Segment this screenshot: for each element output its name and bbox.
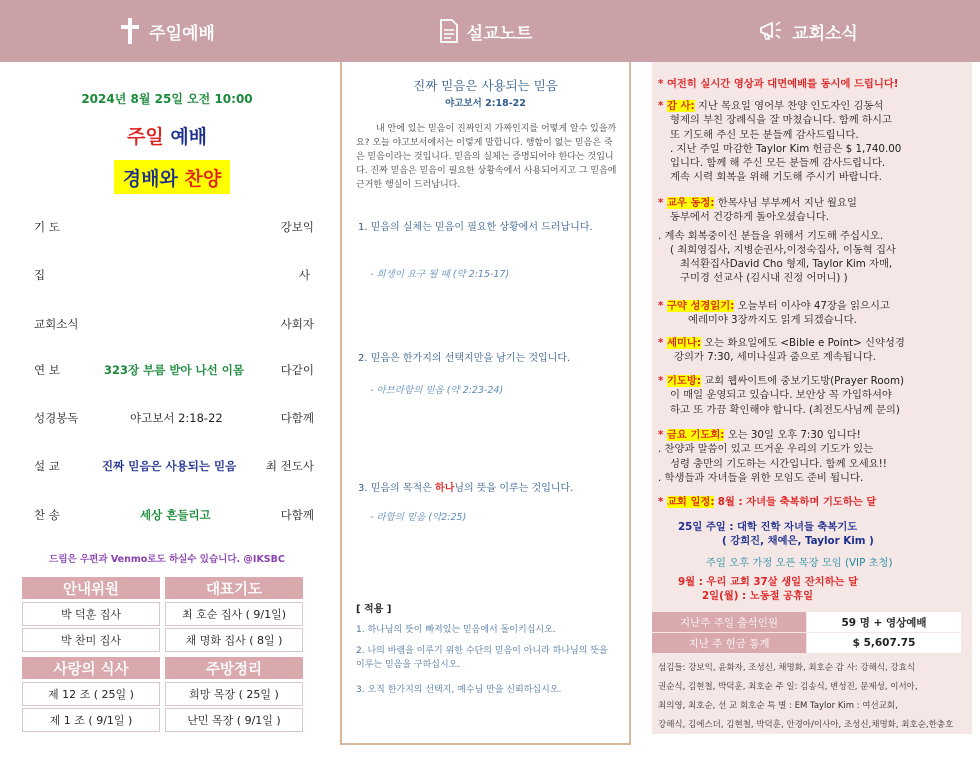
news-line: 예레미야 3장까지도 읽게 되겠습니다. bbox=[688, 314, 857, 327]
order-person: 사회자 bbox=[280, 317, 314, 331]
sermon-ref-3: - 라합의 믿음 (약2:25) bbox=[370, 512, 467, 523]
schedule-line: ( 강희진, 채예은, Taylor Kim ) bbox=[722, 535, 874, 547]
order-row bbox=[34, 316, 314, 332]
usher-name: 박 찬미 집사 bbox=[22, 628, 160, 652]
sermon-intro: 내 안에 있는 믿음이 진짜인지 가짜인지를 어떻게 알수 있을까요? 오늘 야고보서에서는 이렇게 말합니다. 행함이 없는 믿음은 죽은 믿음이라는 것입니다. 믿음의 실체는 증명되어야 한다는 것입니다. 진짜 믿음은 믿음이 필요한 상황속에서 사용되어지고 그 믿음에 근거한 행실이 드러납니다. bbox=[356, 124, 617, 190]
offering-note: 드림은 우편과 Venmo로도 하실수 있습니다. @IKSBC bbox=[49, 554, 285, 565]
schedule-line: 9월 : 우리 교회 37살 생일 잔치하는 달 bbox=[678, 576, 859, 588]
news-line: 오는 30일 오후 7:30 입니다! bbox=[727, 429, 861, 441]
sermon-point-1: 1. 믿음의 실체는 믿음이 필요한 상황에서 드러납니다. bbox=[358, 222, 593, 233]
news-line: 구미경 선교사 (김시내 진정 어머니) ) bbox=[680, 272, 848, 285]
news-line: 오는 화요일에도 <Bible e Point> 신약성경 bbox=[704, 337, 905, 349]
news-item-friday-prayer: * 금요 기도회: 오는 30일 오후 7:30 입니다! . 찬양과 말씀이 있고 뜨거운 우리의 기도가 있는 성령 충만의 기도하는 시간입니다. 함께 오세요!! . 학생들과 자녀들을 위한 모임도 준비 됩니다. bbox=[658, 428, 958, 485]
news-label: 감 사: bbox=[666, 100, 695, 112]
sermon-title: 진짜 믿음은 사용되는 믿음 bbox=[413, 78, 558, 93]
sermon-point-2: 2. 믿음은 한가지의 선택지만을 남기는 것입니다. bbox=[358, 353, 571, 364]
order-row bbox=[34, 219, 314, 235]
header-worship-label: 주일예배 bbox=[149, 23, 215, 44]
news-line: 입니다. 함께 해 주신 모든 분들께 감사드립니다. bbox=[670, 157, 886, 170]
usher-title: 안내위원 bbox=[22, 577, 160, 599]
header-worship bbox=[0, 0, 334, 62]
stats-value: $ 5,607.75 bbox=[807, 633, 961, 653]
worship-title-a: 주일 bbox=[126, 126, 164, 148]
staff-line: 권순식, 김현철, 박덕훈, 최호순 주 일: 김송식, 변성진, 문제성, 이서아, bbox=[658, 682, 918, 692]
news-label: 교회 일정: bbox=[666, 496, 715, 508]
apply-item-3: 3. 오직 한가지의 선택지, 예수님 만을 신뢰하십시오. bbox=[356, 685, 562, 695]
header-news-label: 교회소식 bbox=[792, 23, 858, 44]
order-content: 323장 부름 받아 나선 이몸 bbox=[104, 363, 244, 377]
stats-label: 지난주 주일 출석인원 bbox=[652, 612, 806, 632]
kitchen-group: 희망 목장 ( 25일 ) bbox=[165, 682, 303, 706]
news-label: 기도방: bbox=[666, 375, 701, 387]
order-item: 기 도 bbox=[34, 220, 60, 234]
header-news bbox=[636, 0, 980, 62]
news-line: 오늘부터 이사야 47장을 읽으시고 bbox=[737, 300, 890, 312]
news-line: 또 기도해 주신 모든 분들께 감사드립니다. bbox=[670, 128, 859, 141]
apply-item-1: 1. 하나님의 뜻이 빠져있는 믿음에서 돌이키십시오. bbox=[356, 625, 556, 635]
order-content: 세상 흔들리고 bbox=[140, 508, 211, 522]
staff-list bbox=[658, 659, 958, 735]
order-item: 연 보 bbox=[34, 363, 60, 377]
sermon-point-3b: 님의 뜻을 이루는 것입니다. bbox=[454, 483, 574, 494]
meal-group: 제 1 조 ( 9/1일 ) bbox=[22, 708, 160, 732]
usher-name: 박 덕훈 집사 bbox=[22, 602, 160, 626]
news-item-thanks: * 감 사: 지난 목요일 영어부 찬양 인도자인 김동석 형제의 부친 장례식을 잘 마쳤습니다. 함께 하시고 또 기도해 주신 모든 분들께 감사드립니다. . 지난 주일 마감한 Taylor Kim 헌금은 $ 1,740.00 입니다. 함께 해 주신 모든 분들께 감사드립니다. 계속 시력 회복을 위해 기도해 주시기 바랍니다. bbox=[658, 99, 958, 185]
prayer-name: 최 호순 집사 ( 9/1일) bbox=[165, 602, 303, 626]
order-person: 다같이 bbox=[280, 363, 314, 377]
order-person: 다함께 bbox=[280, 508, 314, 522]
news-line: 형제의 부친 장례식을 잘 마쳤습니다. 함께 하시고 bbox=[670, 114, 892, 127]
news-line: 이 매일 운영되고 있습니다. 보안상 꼭 가입하셔야 bbox=[670, 389, 892, 402]
order-row bbox=[34, 458, 314, 474]
news-line: 강의가 7:30, 세미나실과 줌으로 계속됩니다. bbox=[674, 351, 876, 364]
sermon-ref-1: - 희생이 요구 될 때 (약 2:15-17) bbox=[370, 269, 510, 280]
order-person: 사 bbox=[298, 268, 310, 282]
news-item-seminar: * 세미나: 오는 화요일에도 <Bible e Point> 신약성경 강의가 7:30, 세미나실과 줌으로 계속됩니다. bbox=[658, 336, 958, 365]
worship-title-c: 경배와 bbox=[122, 167, 178, 190]
order-content: 진짜 믿음은 사용되는 믿음 bbox=[102, 459, 237, 473]
apply-item-2: 2. 나의 바램을 이루기 위한 수단의 믿음이 아니라 하나님의 뜻을 이루는 믿음을 구하십시오. bbox=[356, 646, 608, 670]
news-column bbox=[636, 62, 980, 757]
news-line: . 지난 주일 마감한 Taylor Kim 헌금은 $ 1,740.00 bbox=[670, 142, 902, 155]
staff-line: 최의영, 최호순, 선 교 회호순 특 별 : EM Taylor Kim : 여선교회, bbox=[658, 701, 898, 711]
schedule-line: 주일 오후 가정 오픈 목장 모임 (VIP 초청) bbox=[706, 557, 893, 569]
header-sermon-label: 설교노트 bbox=[466, 23, 533, 44]
sermon-ref-2: - 아브라함의 믿음 (약 2:23-24) bbox=[370, 385, 504, 396]
meal-title: 사랑의 식사 bbox=[22, 657, 160, 679]
prayer-title: 대표기도 bbox=[165, 577, 303, 599]
kitchen-group: 난민 목장 ( 9/1일 ) bbox=[165, 708, 303, 732]
news-item-bible-reading: * 구약 성경읽기: 오늘부터 이사야 47장을 읽으시고 예레미야 3장까지도 읽게 되겠습니다. bbox=[658, 299, 958, 328]
news-line: 한목사님 부부께서 지난 월요일 bbox=[717, 197, 857, 209]
worship-title-b: 예배 bbox=[170, 126, 208, 148]
meal-group: 제 12 조 ( 25일 ) bbox=[22, 682, 160, 706]
worship-title-d: 찬양 bbox=[184, 167, 222, 190]
news-line: . 학생들과 자녀들을 위한 모임도 준비 됩니다. bbox=[658, 471, 864, 484]
megaphone-icon bbox=[758, 19, 784, 43]
news-line: 하고 또 가끔 확인해야 합니다. (최전도사님께 문의) bbox=[670, 403, 900, 416]
order-person: 최 전도사 bbox=[265, 459, 314, 473]
staff-line: 섬김들: 강보익, 윤화자, 조성신, 채명화, 최호순 감 사: 강해식, 강효식 bbox=[658, 663, 916, 673]
news-item-prayer-room: * 기도방: 교회 웹싸이트에 중보기도방(Prayer Room) 이 매일 운영되고 있습니다. 보안상 꼭 가입하셔야 하고 또 가끔 확인해야 합니다. (최전도사님께 문의) bbox=[658, 374, 958, 417]
news-line: 성령 충만의 기도하는 시간입니다. 함께 오세요!! bbox=[670, 457, 887, 470]
apply-title: [ 적용 ] bbox=[356, 604, 392, 615]
sermon-point-3-highlight: 하나 bbox=[435, 483, 455, 494]
order-item: 성경봉독 bbox=[34, 411, 79, 425]
sermon-column bbox=[340, 62, 631, 745]
sermon-point-3 bbox=[358, 481, 610, 496]
worship-subtitle bbox=[114, 160, 230, 194]
order-row bbox=[34, 362, 314, 378]
news-line: 교회 웹싸이트에 중보기도방(Prayer Room) bbox=[704, 375, 905, 387]
schedule-line: 25일 주일 : 대학 진학 자녀들 축복기도 bbox=[678, 521, 858, 533]
stats-value: 59 명 + 영상예배 bbox=[807, 612, 961, 632]
staff-line: 강해식, 김에스더, 김현철, 박덕훈, 안경아/이사아, 조성신,채명화, 최호순,한충호 bbox=[658, 720, 954, 730]
sermon-point-3a: 3. 믿음의 목적은 bbox=[358, 483, 436, 494]
worship-title bbox=[0, 122, 334, 149]
order-row bbox=[34, 507, 314, 523]
schedule-line: 2일(월) : 노동절 공휴일 bbox=[702, 590, 814, 602]
news-label: 세미나: bbox=[666, 337, 701, 349]
news-item-schedule: * 교회 일정: 8월 : 자녀들 축복하며 기도하는 달 bbox=[658, 496, 877, 508]
news-line: 계속 시력 회복을 위해 기도해 주시기 바랍니다. bbox=[670, 171, 882, 184]
order-item: 교회소식 bbox=[34, 317, 79, 331]
document-icon bbox=[439, 19, 459, 43]
news-line: . 찬양과 말씀이 있고 뜨거운 우리의 기도가 있는 bbox=[658, 443, 874, 456]
news-label: 교우 동정: bbox=[666, 197, 715, 209]
order-content: 야고보서 2:18-22 bbox=[130, 411, 223, 425]
header-sermon bbox=[340, 0, 631, 62]
order-row bbox=[34, 267, 314, 283]
news-line: 지난 목요일 영어부 찬양 인도자인 김동석 bbox=[697, 100, 884, 112]
news-line: 동부에서 건강하게 돌아오셨습니다. bbox=[670, 211, 830, 224]
news-banner: * 여전히 실시간 영상과 대면예배를 동시에 드립니다! bbox=[658, 78, 899, 90]
news-line: . 계속 회복중이신 분들을 위해서 기도해 주십시오. bbox=[658, 229, 884, 242]
order-item: 찬 송 bbox=[34, 508, 60, 522]
sermon-scripture: 야고보서 2:18-22 bbox=[445, 98, 526, 109]
prayer-name: 채 명화 집사 ( 8일 ) bbox=[165, 628, 303, 652]
order-item: 집 bbox=[34, 268, 46, 282]
order-person: 다함께 bbox=[280, 411, 314, 425]
worship-column bbox=[0, 62, 334, 757]
kitchen-title: 주방정리 bbox=[165, 657, 303, 679]
order-person: 강보익 bbox=[280, 220, 314, 234]
cross-icon bbox=[119, 18, 141, 44]
news-label: 금요 기도회: bbox=[666, 429, 725, 441]
order-item: 설 교 bbox=[34, 459, 60, 473]
news-item-members: * 교우 동정: 한목사님 부부께서 지난 월요일 동부에서 건강하게 돌아오셨습니다. . 계속 회복중이신 분들을 위해서 기도해 주십시오. ( 최희영집사, 지병순권사,이정숙집사, 이동혁 집사 최석환집사David Cho 형제, Taylor Kim 자매, 구미경 선교사 (김시내 진정 어머니) ) bbox=[658, 196, 958, 286]
news-line: 최석환집사David Cho 형제, Taylor Kim 자매, bbox=[680, 258, 893, 271]
order-row bbox=[34, 410, 314, 426]
news-label: 구약 성경읽기: bbox=[666, 300, 735, 312]
news-line: 8월 : 자녀들 축복하며 기도하는 달 bbox=[717, 496, 877, 508]
worship-date: 2024년 8월 25일 오전 10:00 bbox=[81, 92, 253, 106]
news-line: ( 최희영집사, 지병순권사,이정숙집사, 이동혁 집사 bbox=[670, 243, 896, 256]
stats-label: 지난 주 헌금 통계 bbox=[652, 633, 806, 653]
